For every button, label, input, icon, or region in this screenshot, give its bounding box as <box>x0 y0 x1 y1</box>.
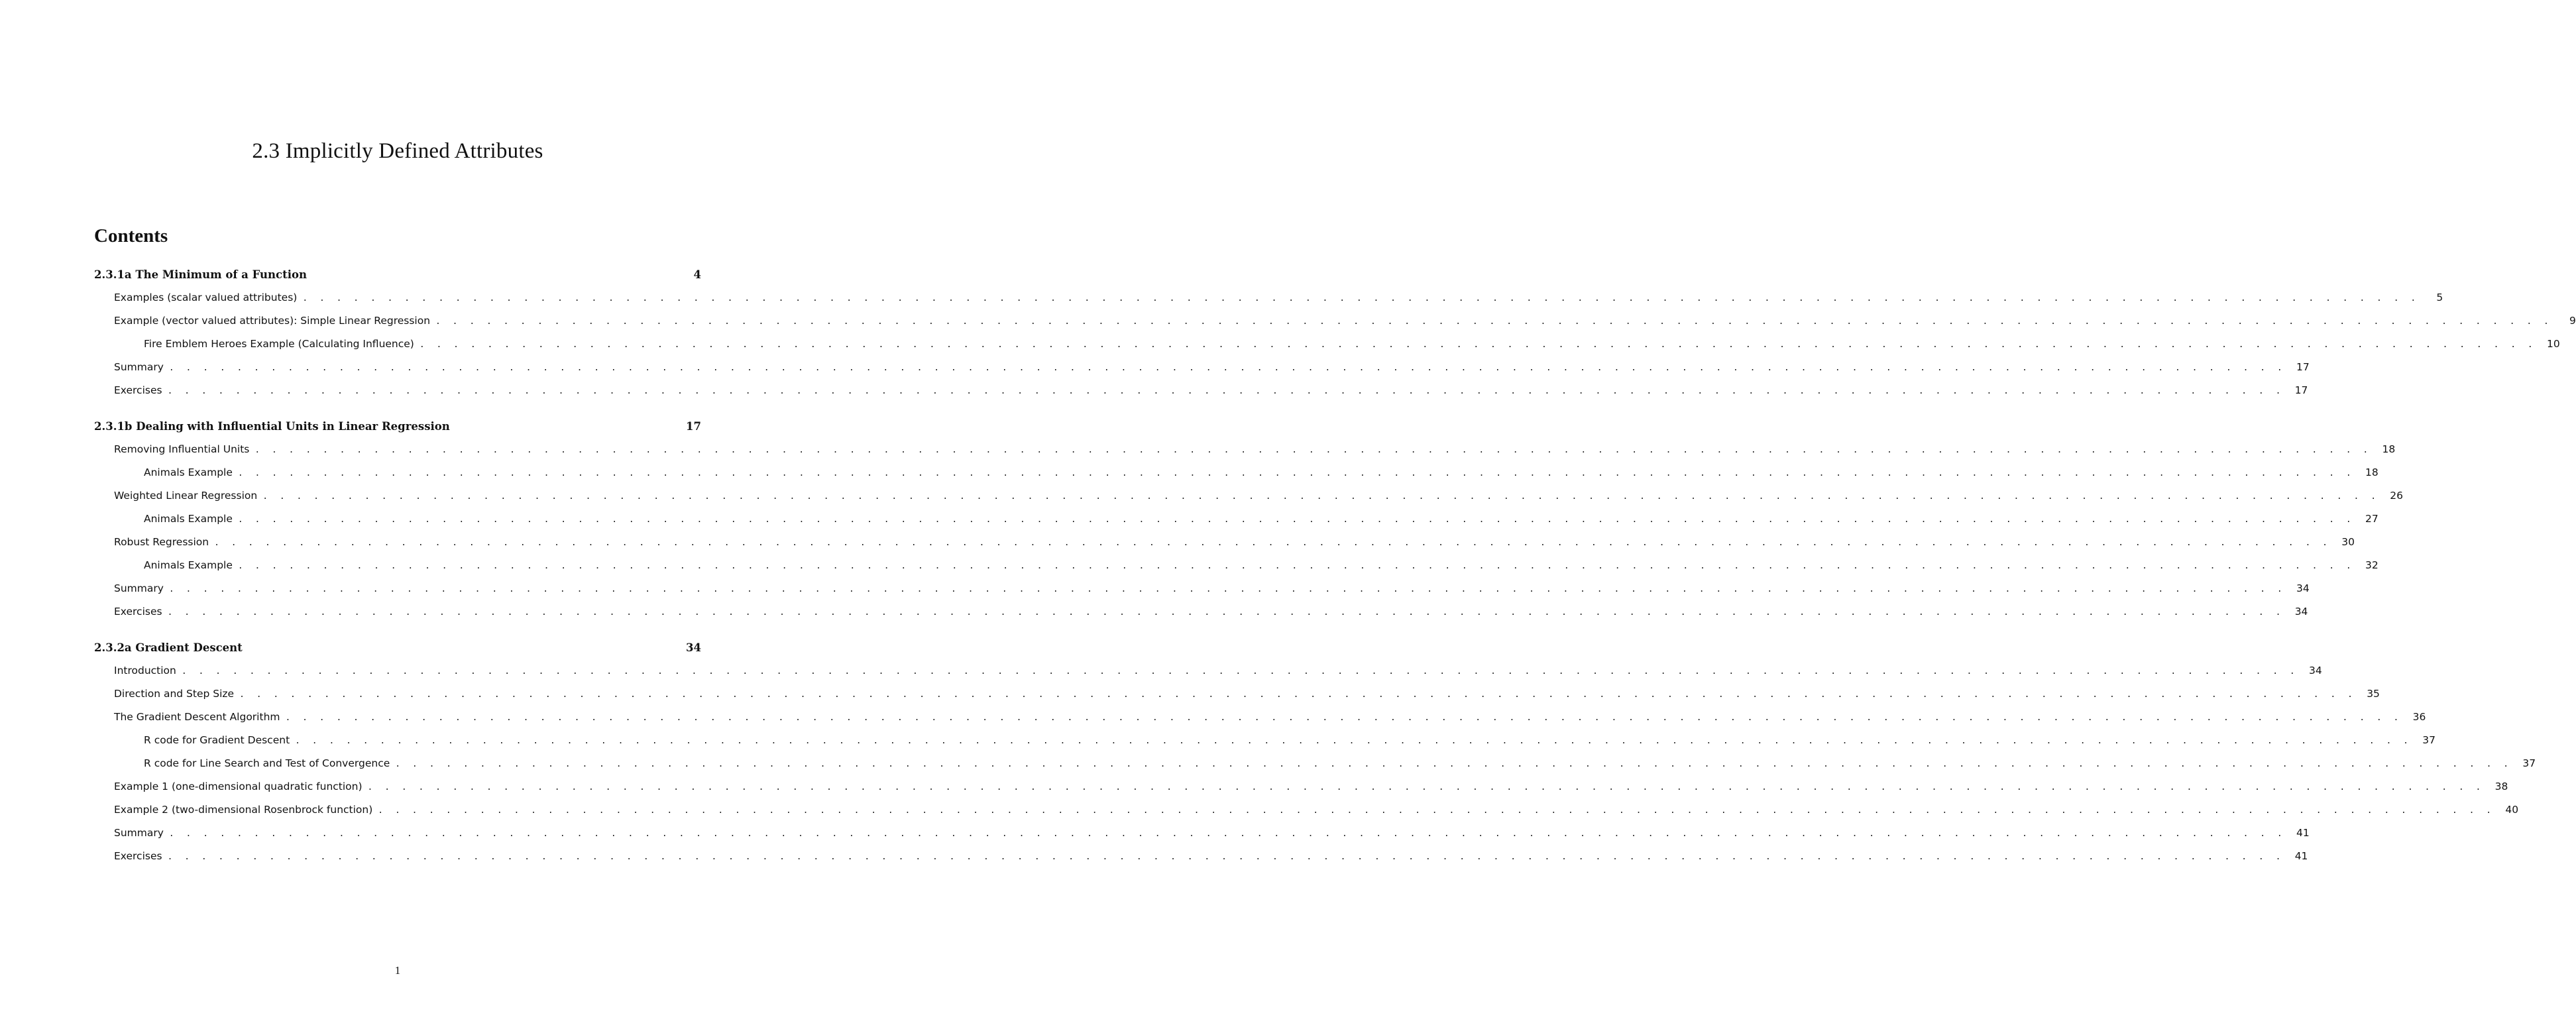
toc-entry-title: Example 1 (one-dimensional quadratic function) <box>114 781 363 792</box>
toc-subsection[interactable] <box>94 536 2355 552</box>
toc-subsection[interactable] <box>94 665 2322 680</box>
toc-subsection[interactable] <box>94 711 2426 727</box>
toc-leader-dots: . . . . . . . . . . . . . . . . . . . . . . . . . . . . . . . . . . . . . . . . . . . . . . . . . . . . . . . . . . . . . . . . . . . . . . . . . . . . . . . . . . . . . . . . . . . . . . . . . . . . . . . . . . . . . . . . . . . . . . . . . . . . . <box>168 584 2286 594</box>
toc-subsubsection[interactable] <box>94 734 2436 750</box>
toc-entry-title: Animals Example <box>144 466 233 478</box>
toc-entry-title: Robust Regression <box>114 536 209 548</box>
toc-leader-dots: . . . . . . . . . . . . . . . . . . . . . . . . . . . . . . . . . . . . . . . . . . . . . . . . . . . . . . . . . . . . . . . . . . . . . . . . . . . . . . . . . . . . . . . . . . . . . . . . . . . . . . . . . . . . . . . . . . . . . . . . . . . . . <box>419 340 2536 350</box>
toc-subsection[interactable] <box>94 315 2576 331</box>
toc-page-number: 37 <box>2422 734 2436 746</box>
toc-leader-dots: . . . . . . . . . . . . . . . . . . . . . . . . . . . . . . . . . . . . . . . . . . . . . . . . . . . . . . . . . . . . . . . . . . . . . . . . . . . . . . . . . . . . . . . . . . . . . . . . . . . . . . . . . . . . . . . . . . . . . . . . . . . . . <box>262 492 2380 502</box>
toc-entry-title: Fire Emblem Heroes Example (Calculating Influence) <box>144 338 414 350</box>
toc-leader-dots: . . . . . . . . . . . . . . . . . . . . . . . . . . . . . . . . . . . . . . . . . . . . . . . . . . . . . . . . . . . . . . . . . . . . . . . . . . . . . . . . . . . . . . . . . . . . . . . . . . . . . . . . . . . . . . . . . . . . . . . . . . . . . <box>254 445 2372 455</box>
toc-page-number: 35 <box>2367 688 2380 700</box>
toc-page-number: 18 <box>2382 443 2396 455</box>
toc-entry-title: R code for Gradient Descent <box>144 734 290 746</box>
toc-page-number: 26 <box>2390 490 2404 502</box>
toc-leader-dots: . . . . . . . . . . . . . . . . . . . . . . . . . . . . . . . . . . . . . . . . . . . . . . . . . . . . . . . . . . . . . . . . . . . . . . . . . . . . . . . . . . . . . . . . . . . . . . . . . . . . . . . . . . . . . . . . . . . . . . . . . . . . . <box>237 515 2355 525</box>
toc-page-number: 32 <box>2365 559 2379 571</box>
toc-leader-dots: . . . . . . . . . . . . . . . . . . . . . . . . . . . . . . . . . . . . . . . . . . . . . . . . . . . . . . . . . . . . . . . . . . . . . . . . . . . . . . . . . . . . . . . . . . . . . . . . . . . . . . . . . . . . . . . . . . . . . . . . . . . . . <box>237 561 2355 571</box>
toc-leader-dots: . . . . . . . . . . . . . . . . . . . . . . . . . . . . . . . . . . . . . . . . . . . . . . . . . . . . . . . . . . . . . . . . . . . . . . . . . . . . . . . . . . . . . . . . . . . . . . . . . . . . . . . . . . . . . . . . . . . . . . . . . . . . . <box>367 783 2485 792</box>
toc-subsection[interactable] <box>94 443 2396 459</box>
toc-leader-dots: . . . . . . . . . . . . . . . . . . . . . . . . . . . . . . . . . . . . . . . . . . . . . . . . . . . . . . . . . . . . . . . . . . . . . . . . . . . . . . . . . . . . . . . . . . . . . . . . . . . . . . . . . . . . . . . . . . . . . . . . . . . . . <box>167 386 2284 396</box>
toc-subsubsection[interactable] <box>94 757 2536 773</box>
toc-page-number: 34 <box>2308 665 2322 677</box>
toc-leader-dots: . . . . . . . . . . . . . . . . . . . . . . . . . . . . . . . . . . . . . . . . . . . . . . . . . . . . . . . . . . . . . . . . . . . . . . . . . . . . . . . . . . . . . . . . . . . . . . . . . . . . . . . . . . . . . . . . . . . . . . . . . . . . . <box>395 759 2512 769</box>
toc-page-number: 17 <box>686 420 701 433</box>
toc-leader-dots: . . . . . . . . . . . . . . . . . . . . . . . . . . . . . . . . . . . . . . . . . . . . . . . . . . . . . . . . . . . . . . . . . . . . . . . . . . . . . . . . . . . . . . . . . . . . . . . . . . . . . . . . . . . . . . . . . . . . . . . . . . . . . <box>237 468 2355 478</box>
toc-subsection[interactable] <box>94 582 2310 598</box>
contents-heading: Contents <box>94 225 168 246</box>
toc-entry-title: Example (vector valued attributes): Simple Linear Regression <box>114 315 431 327</box>
toc-leader-dots: . . . . . . . . . . . . . . . . . . . . . . . . . . . . . . . . . . . . . . . . . . . . . . . . . . . . . . . . . . . . . . . . . . . . . . . . . . . . . . . . . . . . . . . . . . . . . . . . . . . . . . . . . . . . . . . . . . . . . . . . . . . . . <box>295 736 2412 746</box>
toc-subsection[interactable] <box>94 361 2310 377</box>
toc-page-number: 34 <box>2294 606 2308 618</box>
toc-page-number: 30 <box>2341 536 2355 548</box>
toc-subsection[interactable] <box>94 827 2310 843</box>
toc-entry-title: Introduction <box>114 665 176 677</box>
toc-entry-title: Direction and Step Size <box>114 688 235 700</box>
toc-entry-title: Animals Example <box>144 513 233 525</box>
page-number: 1 <box>394 964 401 977</box>
toc-subsubsection[interactable] <box>94 559 2379 575</box>
toc-entry-title: Summary <box>114 582 164 594</box>
toc-page-number: 41 <box>2294 850 2308 862</box>
toc-entry-title: Removing Influential Units <box>114 443 250 455</box>
toc-entry-title: Exercises <box>114 384 162 396</box>
toc-section[interactable] <box>94 268 701 284</box>
toc-leader-dots: . . . . . . . . . . . . . . . . . . . . . . . . . . . . . . . . . . . . . . . . . . . . . . . . . . . . . . . . . . . . . . . . . . . . . . . . . . . . . . . . . . . . . . . . . . . . . . . . . . . . . . . . . . . . . . . . . . . . . . . . . . . . . <box>168 363 2286 373</box>
page-title: 2.3 Implicitly Defined Attributes <box>252 139 543 163</box>
toc-entry-title: Summary <box>114 827 164 839</box>
toc-entry-title: Exercises <box>114 850 162 862</box>
toc-subsubsection[interactable] <box>94 338 2560 354</box>
toc-entry-title: 2.3.1a The Minimum of a Function <box>94 268 307 281</box>
toc-page-number: 17 <box>2294 384 2308 396</box>
toc-page-number: 38 <box>2494 781 2508 792</box>
toc-leader-dots: . . . . . . . . . . . . . . . . . . . . . . . . . . . . . . . . . . . . . . . . . . . . . . . . . . . . . . . . . . . . . . . . . . . . . . . . . . . . . . . . . . . . . . . . . . . . . . . . . . . . . . . . . . . . . . . . . . . . . . . . . . . . . <box>167 852 2284 862</box>
toc-subsection[interactable] <box>94 292 2443 307</box>
toc-section[interactable] <box>94 420 701 436</box>
toc-leader-dots: . . . . . . . . . . . . . . . . . . . . . . . . . . . . . . . . . . . . . . . . . . . . . . . . . . . . . . . . . . . . . . . . . . . . . . . . . . . . . . . . . . . . . . . . . . . . . . . . . . . . . . . . . . . . . . . . . . . . . . . . . . . . . <box>378 806 2495 816</box>
toc-entry-title: The Gradient Descent Algorithm <box>114 711 280 723</box>
toc-page-number: 10 <box>2546 338 2560 350</box>
toc-leader-dots: . . . . . . . . . . . . . . . . . . . . . . . . . . . . . . . . . . . . . . . . . . . . . . . . . . . . . . . . . . . . . . . . . . . . . . . . . . . . . . . . . . . . . . . . . . . . . . . . . . . . . . . . . . . . . . . . . . . . . . . . . . . . . <box>435 317 2552 327</box>
toc-subsubsection[interactable] <box>94 466 2379 482</box>
toc-page-number: 34 <box>686 641 701 654</box>
toc-leader-dots: . . . . . . . . . . . . . . . . . . . . . . . . . . . . . . . . . . . . . . . . . . . . . . . . . . . . . . . . . . . . . . . . . . . . . . . . . . . . . . . . . . . . . . . . . . . . . . . . . . . . . . . . . . . . . . . . . . . . . . . . . . . . . <box>302 294 2420 303</box>
toc-subsection[interactable] <box>94 490 2404 506</box>
toc-subsection[interactable] <box>94 606 2308 622</box>
toc-leader-dots: . . . . . . . . . . . . . . . . . . . . . . . . . . . . . . . . . . . . . . . . . . . . . . . . . . . . . . . . . . . . . . . . . . . . . . . . . . . . . . . . . . . . . . . . . . . . . . . . . . . . . . . . . . . . . . . . . . . . . . . . . . . . . <box>168 829 2286 839</box>
toc-section[interactable] <box>94 641 701 657</box>
toc-page-number: 27 <box>2365 513 2379 525</box>
toc-entry-title: Animals Example <box>144 559 233 571</box>
toc-leader-dots: . . . . . . . . . . . . . . . . . . . . . . . . . . . . . . . . . . . . . . . . . . . . . . . . . . . . . . . . . . . . . . . . . . . . . . . . . . . . . . . . . . . . . . . . . . . . . . . . . . . . . . . . . . . . . . . . . . . . . . . . . . . . . <box>239 690 2356 700</box>
toc-page-number: 5 <box>2436 292 2443 303</box>
toc-entry-title: 2.3.1b Dealing with Influential Units in Linear Regression <box>94 420 450 433</box>
toc-subsection[interactable] <box>94 850 2308 866</box>
toc-entry-title: Weighted Linear Regression <box>114 490 258 502</box>
toc-leader-dots: . . . . . . . . . . . . . . . . . . . . . . . . . . . . . . . . . . . . . . . . . . . . . . . . . . . . . . . . . . . . . . . . . . . . . . . . . . . . . . . . . . . . . . . . . . . . . . . . . . . . . . . . . . . . . . . . . . . . . . . . . . . . . <box>214 538 2331 548</box>
toc-entry-title: 2.3.2a Gradient Descent <box>94 641 243 654</box>
toc-page-number: 36 <box>2412 711 2426 723</box>
toc-page-number: 37 <box>2522 757 2536 769</box>
toc-subsubsection[interactable] <box>94 513 2379 529</box>
toc-page-number: 18 <box>2365 466 2379 478</box>
toc-subsection[interactable] <box>94 384 2308 400</box>
toc-page-number: 9 <box>2569 315 2576 327</box>
toc-entry-title: Example 2 (two-dimensional Rosenbrock function) <box>114 804 373 816</box>
toc-subsection[interactable] <box>94 781 2508 796</box>
toc-page-number: 4 <box>693 268 701 281</box>
toc-entry-title: R code for Line Search and Test of Convergence <box>144 757 390 769</box>
toc-subsection[interactable] <box>94 688 2380 704</box>
toc-leader-dots: . . . . . . . . . . . . . . . . . . . . . . . . . . . . . . . . . . . . . . . . . . . . . . . . . . . . . . . . . . . . . . . . . . . . . . . . . . . . . . . . . . . . . . . . . . . . . . . . . . . . . . . . . . . . . . . . . . . . . . . . . . . . . <box>167 608 2284 618</box>
toc-subsection[interactable] <box>94 804 2519 820</box>
toc-page-number: 41 <box>2296 827 2310 839</box>
toc-page-number: 40 <box>2505 804 2519 816</box>
toc-leader-dots: . . . . . . . . . . . . . . . . . . . . . . . . . . . . . . . . . . . . . . . . . . . . . . . . . . . . . . . . . . . . . . . . . . . . . . . . . . . . . . . . . . . . . . . . . . . . . . . . . . . . . . . . . . . . . . . . . . . . . . . . . . . . . <box>285 713 2402 723</box>
toc-leader-dots: . . . . . . . . . . . . . . . . . . . . . . . . . . . . . . . . . . . . . . . . . . . . . . . . . . . . . . . . . . . . . . . . . . . . . . . . . . . . . . . . . . . . . . . . . . . . . . . . . . . . . . . . . . . . . . . . . . . . . . . . . . . . . <box>181 667 2298 677</box>
toc-page-number: 34 <box>2296 582 2310 594</box>
toc-entry-title: Examples (scalar valued attributes) <box>114 292 298 303</box>
toc-entry-title: Exercises <box>114 606 162 618</box>
toc-entry-title: Summary <box>114 361 164 373</box>
toc-page-number: 17 <box>2296 361 2310 373</box>
